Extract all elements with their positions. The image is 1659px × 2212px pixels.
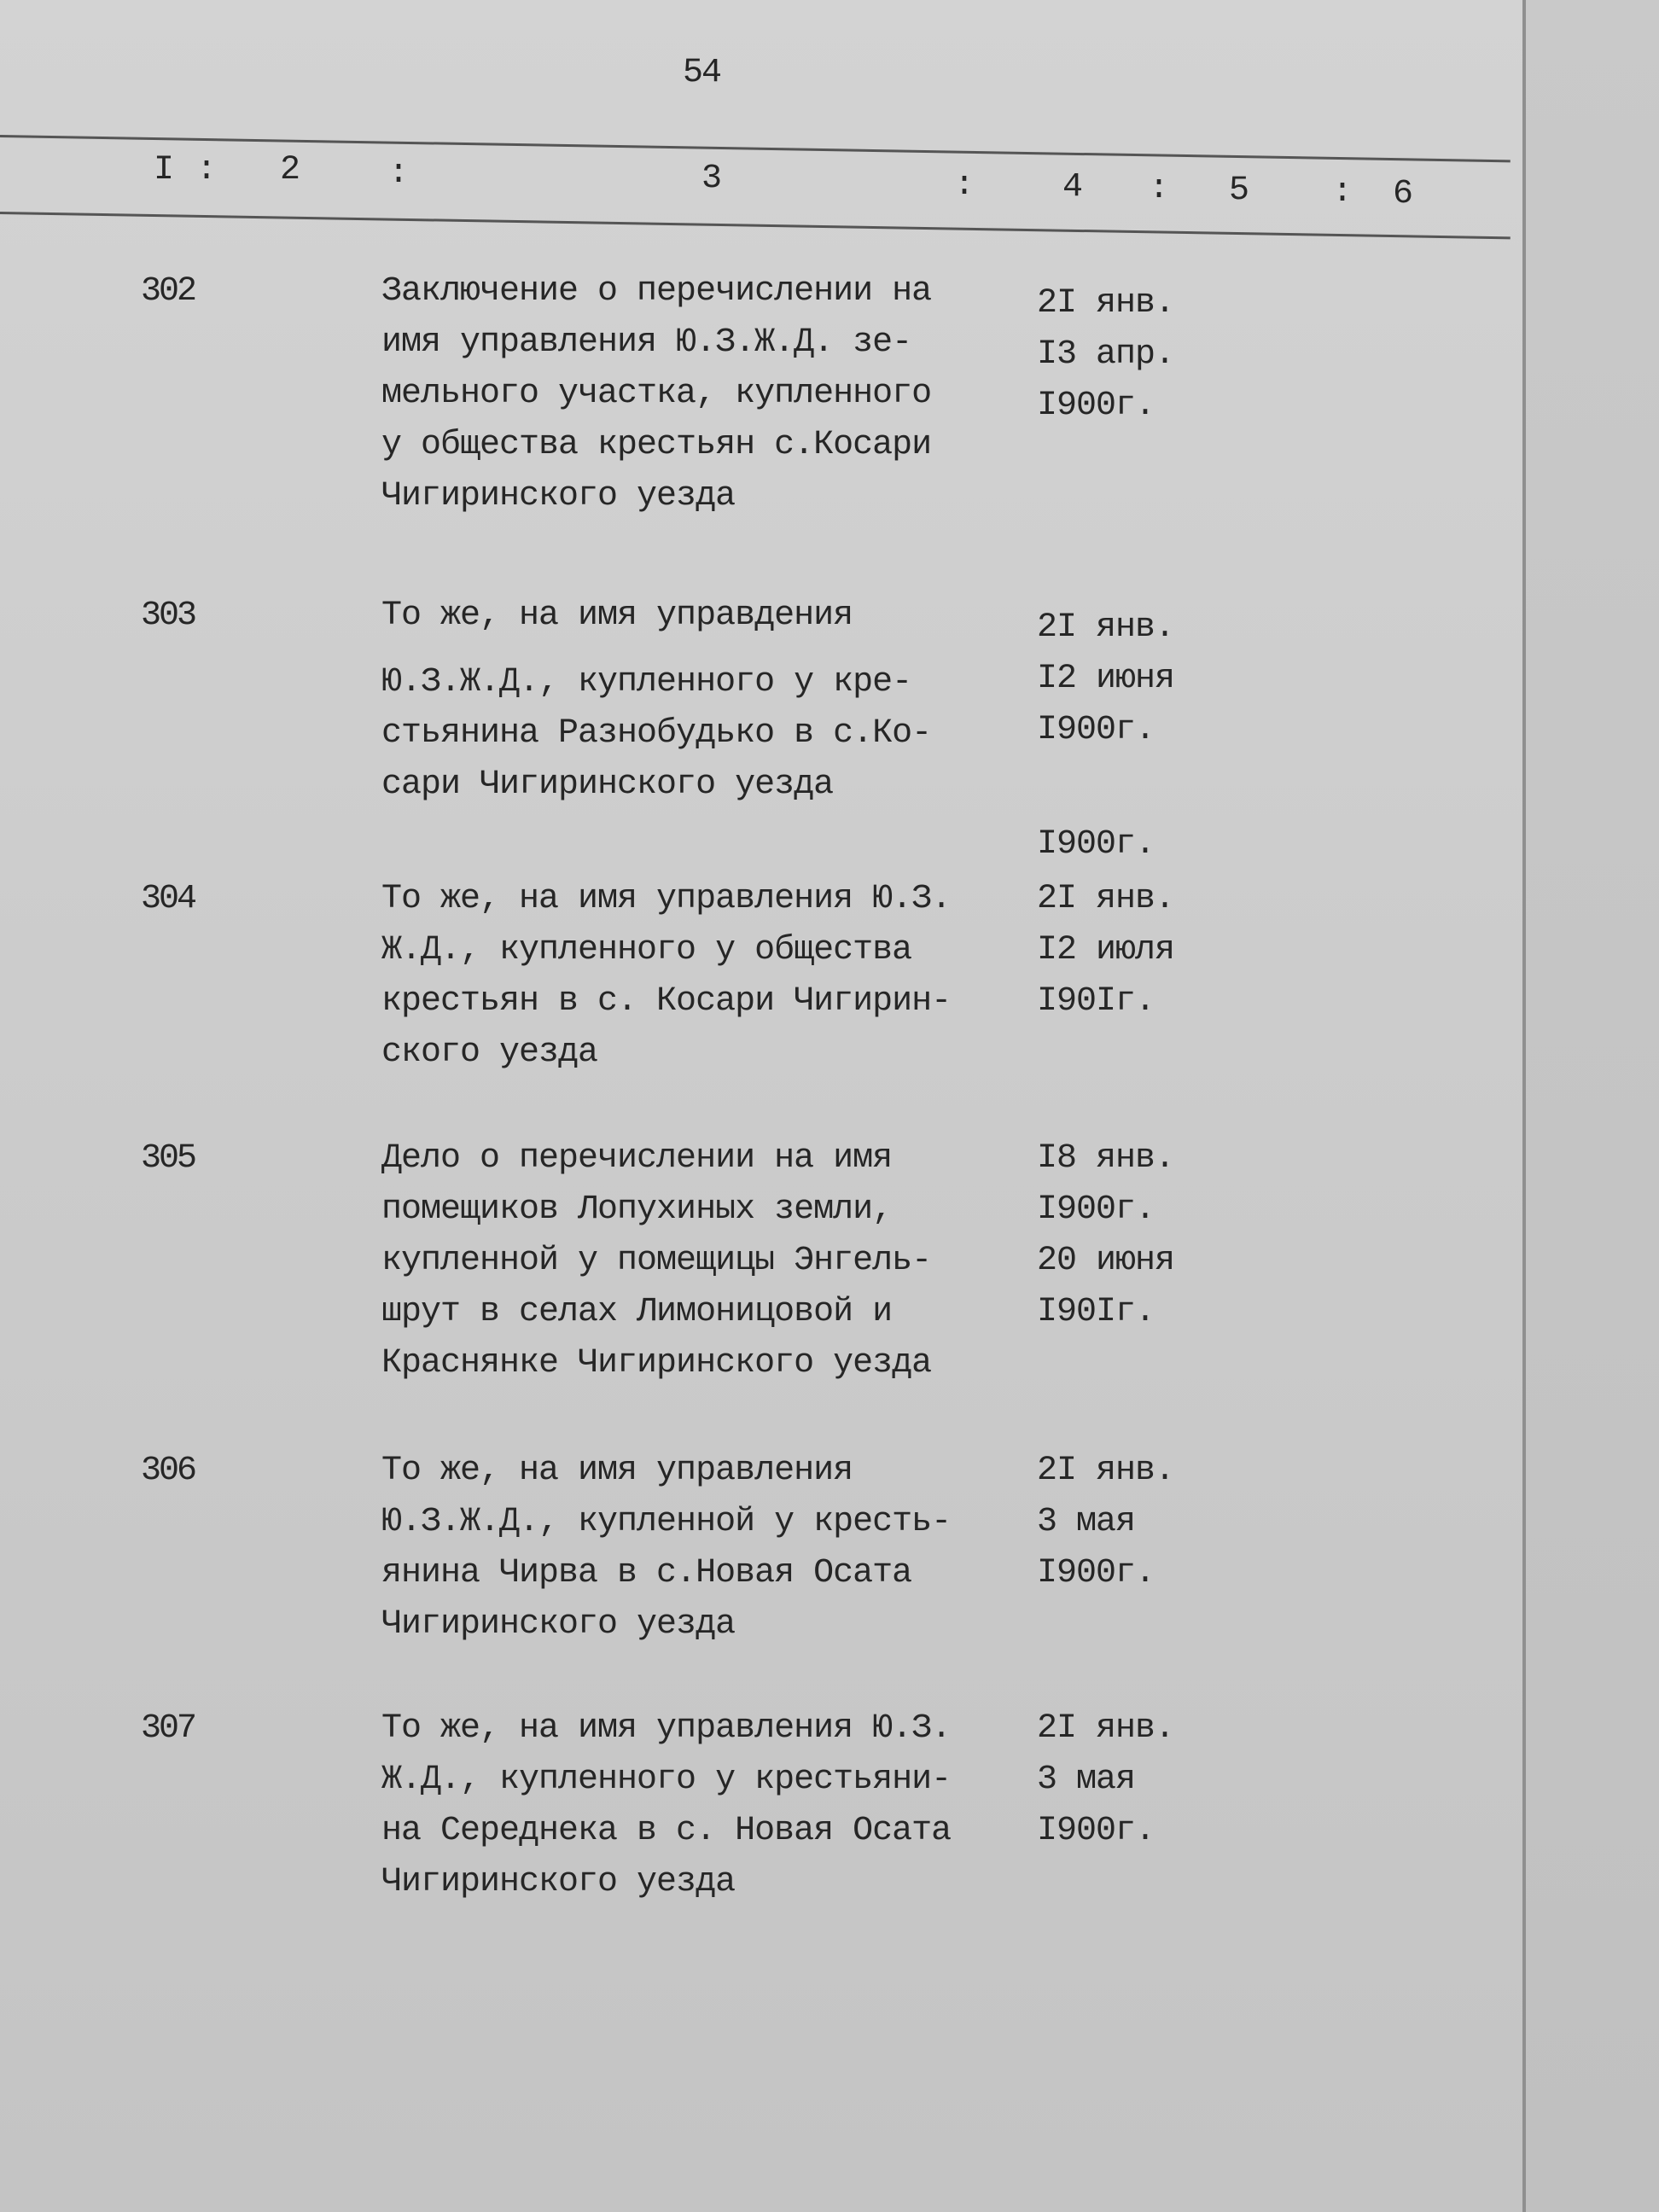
date-line: 2I янв. bbox=[1037, 1452, 1175, 1490]
date-line: I2 июня bbox=[1037, 660, 1175, 698]
entry-dates bbox=[1037, 1446, 1276, 1599]
description-line: То же, на имя управления Ю.З. bbox=[381, 1709, 952, 1748]
column-separator: : bbox=[1332, 173, 1353, 212]
description-line: Заключение о перечислении на bbox=[381, 272, 932, 311]
date-line: I90Iг. bbox=[1037, 982, 1155, 1021]
description-line: на Середнека в с. Новая Осата bbox=[381, 1812, 952, 1850]
entry-number: 307 bbox=[141, 1709, 195, 1748]
description-line: помещиков Лопухиных земли, bbox=[381, 1190, 893, 1229]
column-separator: : bbox=[1149, 170, 1170, 208]
entry-number: 304 bbox=[141, 880, 195, 918]
date-line: I3 апр. bbox=[1037, 335, 1175, 374]
date-line: 2I янв. bbox=[1037, 608, 1175, 647]
column-header-2: 2 bbox=[280, 151, 301, 189]
description-line: Ж.Д., купленного у общества bbox=[381, 931, 912, 969]
description-line: имя управления Ю.З.Ж.Д. зе- bbox=[381, 323, 912, 362]
date-line: 2I янв. bbox=[1037, 880, 1175, 918]
entry-description bbox=[381, 1133, 1013, 1389]
adjacent-sheet bbox=[1526, 0, 1659, 2212]
description-line: То же, на имя управления Ю.З. bbox=[381, 880, 952, 918]
description-line: сари Чигиринского уезда bbox=[381, 765, 834, 804]
column-header-1: I bbox=[154, 151, 175, 189]
column-separator: : bbox=[196, 151, 218, 189]
description-line: стьянина Разнобудько в с.Ко- bbox=[381, 714, 932, 753]
column-header-5: 5 bbox=[1229, 172, 1250, 210]
date-line: 20 июня bbox=[1037, 1242, 1175, 1280]
description-line: Ж.Д., купленного у крестьяни- bbox=[381, 1761, 952, 1799]
entry-number: 305 bbox=[141, 1139, 195, 1178]
description-line: Ю.З.Ж.Д., купленной у кресть- bbox=[381, 1503, 952, 1541]
entry-dates bbox=[1037, 874, 1276, 1027]
page-number: 54 bbox=[683, 54, 721, 92]
entry-description bbox=[381, 266, 1013, 522]
entry-number: 302 bbox=[141, 272, 195, 311]
date-line: 3 мая bbox=[1037, 1761, 1136, 1799]
description-line: крестьян в с. Косари Чигирин- bbox=[381, 982, 952, 1021]
description-line: Чигиринского уезда bbox=[381, 477, 736, 515]
description-line: Дело о перечислении на имя bbox=[381, 1139, 893, 1178]
description-line: Чигиринского уезда bbox=[381, 1863, 736, 1901]
entry-number: 306 bbox=[141, 1452, 195, 1490]
column-separator: : bbox=[388, 154, 410, 193]
entry-description bbox=[381, 1703, 1013, 1908]
date-line: I8 янв. bbox=[1037, 1139, 1175, 1178]
column-separator: : bbox=[954, 166, 975, 205]
date-line: I90Iг. bbox=[1037, 1293, 1155, 1331]
date-line: 2I янв. bbox=[1037, 284, 1175, 323]
column-header-3: 3 bbox=[701, 160, 723, 198]
description-line: Чигиринского уезда bbox=[381, 1605, 736, 1644]
entry-number: 303 bbox=[141, 597, 195, 635]
description-line: шрут в селах Лимоницовой и bbox=[381, 1293, 893, 1331]
date-line: 2I янв. bbox=[1037, 1709, 1175, 1748]
date-line: I900г. bbox=[1037, 1554, 1155, 1592]
extra-date-line: I900г. bbox=[1037, 825, 1155, 864]
date-line: I900г. bbox=[1037, 1812, 1155, 1850]
description-line: ского уезда bbox=[381, 1033, 598, 1072]
entry-description bbox=[381, 1446, 1013, 1650]
date-line: I900г. bbox=[1037, 387, 1155, 425]
description-line: у общества крестьян с.Косари bbox=[381, 426, 932, 464]
description-line: мельного участка, купленного bbox=[381, 375, 932, 413]
description-line: янина Чирва в с.Новая Осата bbox=[381, 1554, 912, 1592]
column-header-4: 4 bbox=[1062, 168, 1084, 207]
description-line: То же, на имя управления bbox=[381, 1452, 853, 1490]
date-line: I900г. bbox=[1037, 1190, 1155, 1229]
column-header-6: 6 bbox=[1393, 175, 1414, 213]
entry-description bbox=[381, 591, 1013, 811]
entry-description bbox=[381, 874, 1013, 1079]
description-line: купленной у помещицы Энгель- bbox=[381, 1242, 932, 1280]
entry-dates bbox=[1037, 602, 1276, 756]
date-line: 3 мая bbox=[1037, 1503, 1136, 1541]
entry-dates bbox=[1037, 1133, 1276, 1338]
date-line: I2 июля bbox=[1037, 931, 1175, 969]
date-line: I900г. bbox=[1037, 711, 1155, 749]
description-line: Краснянке Чигиринского уезда bbox=[381, 1344, 932, 1382]
entry-dates bbox=[1037, 278, 1276, 432]
description-line: Ю.З.Ж.Д., купленного у кре- bbox=[381, 663, 912, 701]
description-line: То же, на имя управдения bbox=[381, 597, 853, 635]
entry-dates bbox=[1037, 1703, 1276, 1857]
